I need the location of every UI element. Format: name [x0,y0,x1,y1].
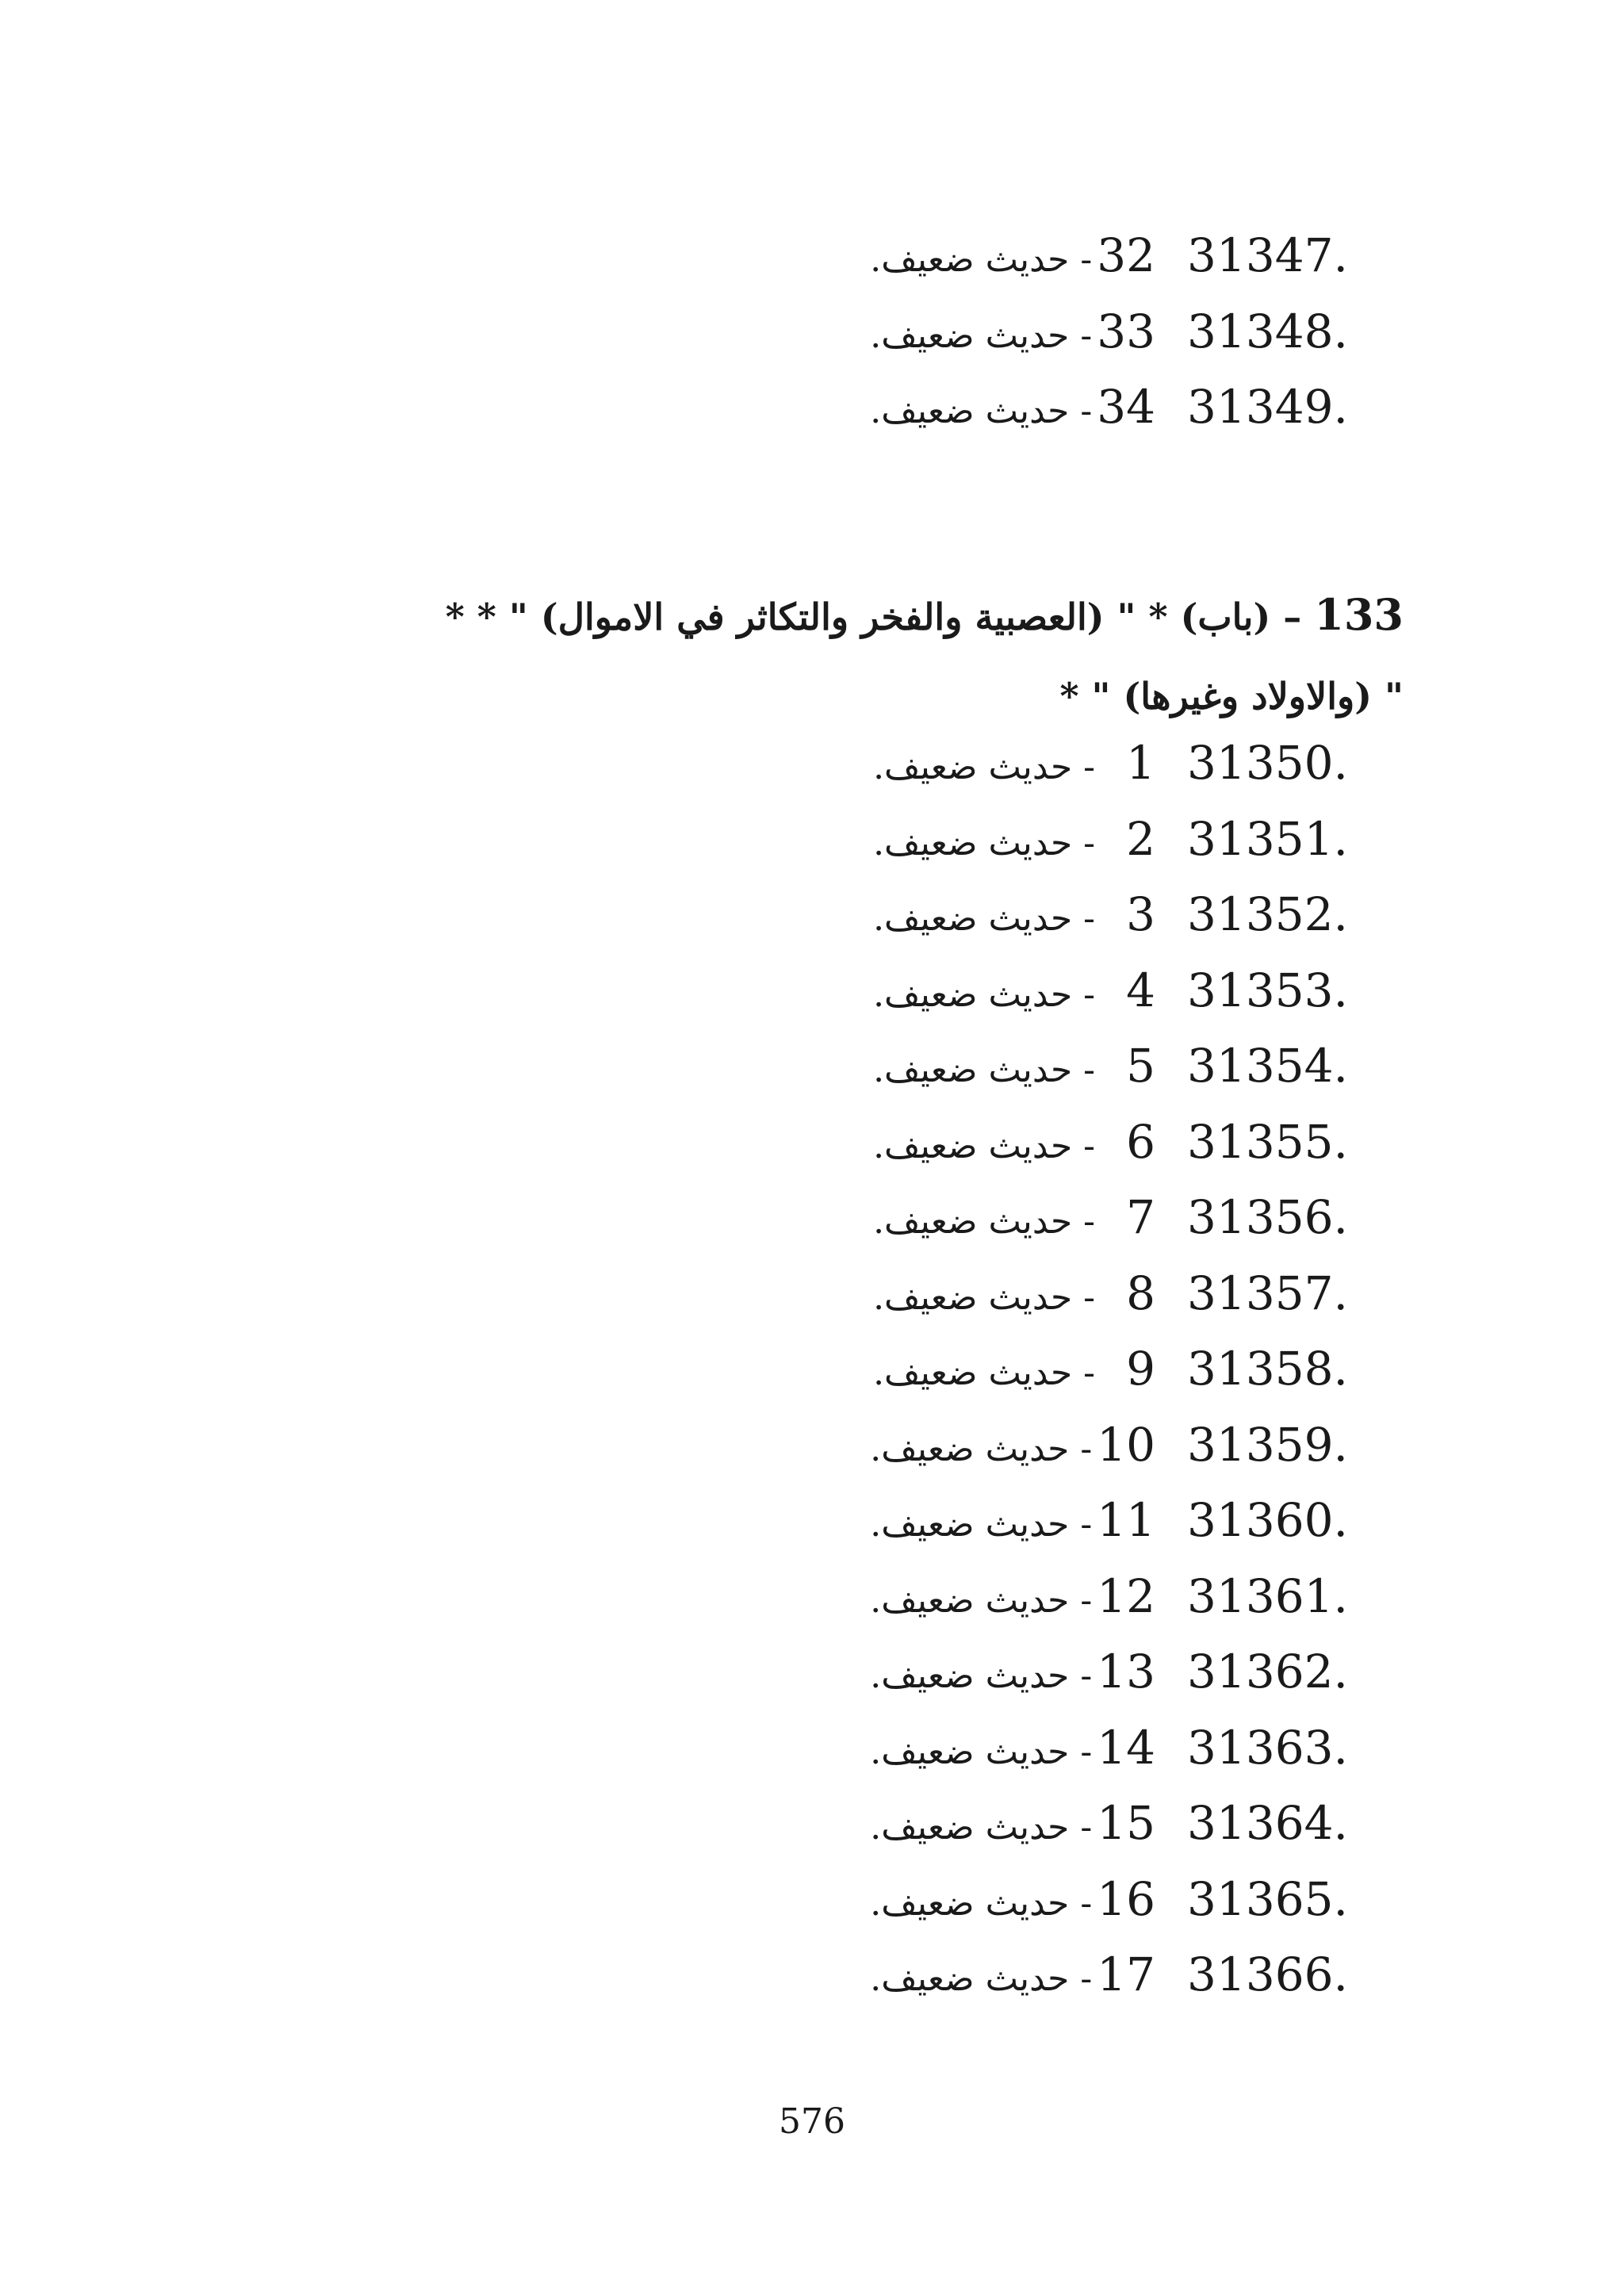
entry-list [634,736,1348,2024]
entry-text: - حديث ضعيف. [873,974,1096,1015]
list-item [634,736,1348,812]
entry-id: 31351. [1187,811,1348,866]
list-item [634,1493,1348,1569]
entry-text: - حديث ضعيف. [873,898,1096,939]
entry-id: 31357. [1187,1266,1348,1320]
entry-number: 6 [1126,1114,1156,1169]
entry-number: 7 [1126,1190,1156,1244]
section-number: 133 [1314,589,1404,640]
entry-id: 31356. [1187,1190,1348,1244]
entry-text: - حديث ضعيف. [873,747,1096,787]
list-item [634,380,1348,456]
entry-number: 17 [1097,1947,1156,2001]
list-item [634,228,1348,304]
list-item [634,1947,1348,2024]
entry-text: - حديث ضعيف. [873,1201,1096,1242]
entry-number: 2 [1126,811,1156,866]
entry-number: 13 [1097,1645,1156,1698]
entry-id: 31363. [1187,1720,1348,1775]
section-title-part-1: – (باب) * " (العصبية والفخر والتكاثر في الاموال) " * * [445,596,1302,638]
entry-text: - حديث ضعيف. [873,1125,1096,1166]
list-item [634,1190,1348,1266]
entry-id: 31364. [1187,1796,1348,1850]
entry-id: 31353. [1187,963,1348,1017]
list-item [634,1796,1348,1872]
entry-number: 4 [1126,963,1156,1017]
entry-number: 33 [1097,304,1156,358]
entry-number: 9 [1126,1342,1156,1396]
entry-text: - حديث ضعيف. [870,1731,1093,1772]
list-item [634,304,1348,381]
list-item [634,1266,1348,1342]
entry-id: 31358. [1187,1342,1348,1396]
page-number: 576 [779,2101,845,2142]
list-item [634,887,1348,963]
entry-id: 31350. [1187,736,1348,790]
entry-id: 31365. [1187,1871,1348,1926]
entry-text: - حديث ضعيف. [870,1428,1093,1469]
entry-text: - حديث ضعيف. [870,391,1093,431]
section-heading-line-1 [293,575,1404,657]
list-item [634,1342,1348,1418]
entry-text: - حديث ضعيف. [870,1656,1093,1696]
entry-id: 31352. [1187,887,1348,941]
entry-text: - حديث ضعيف. [873,1050,1096,1090]
entry-text: - حديث ضعيف. [873,1353,1096,1393]
entry-id: 31360. [1187,1493,1348,1547]
entry-text: - حديث ضعيف. [870,1580,1093,1621]
list-item [634,1721,1348,1797]
list-item [634,1645,1348,1721]
entry-number: 3 [1126,887,1156,941]
entry-id: 31355. [1187,1114,1348,1169]
entry-number: 10 [1097,1417,1156,1472]
entry-text: - حديث ضعيف. [870,1882,1093,1924]
entry-id: 31347. [1187,228,1348,282]
entry-id: 31348. [1187,304,1348,358]
entry-text: - حديث ضعيف. [870,1959,1093,1999]
section-title-part-2: " (والاولاد وغيرها) " * [1059,675,1404,718]
entry-text: - حديث ضعيف. [870,1504,1093,1545]
list-item [634,1115,1348,1191]
list-item [634,1418,1348,1494]
entry-number: 15 [1097,1796,1156,1850]
entry-id: 31349. [1187,380,1348,434]
entry-number: 12 [1097,1568,1156,1623]
entry-number: 16 [1097,1871,1156,1926]
entry-id: 31366. [1187,1947,1348,2001]
entry-number: 1 [1126,736,1156,790]
entry-text: - حديث ضعيف. [873,822,1096,864]
entry-number: 8 [1126,1266,1156,1320]
entry-number: 34 [1097,380,1156,434]
list-item [634,1569,1348,1645]
section-heading [293,575,1404,736]
entry-id: 31354. [1187,1039,1348,1093]
entry-number: 32 [1097,228,1156,282]
entry-text: - حديث ضعيف. [873,1277,1096,1318]
list-item [634,963,1348,1040]
entry-number: 11 [1097,1493,1156,1547]
entry-text: - حديث ضعيف. [870,1807,1093,1848]
list-item [634,1039,1348,1115]
entry-number: 5 [1126,1039,1156,1093]
entry-id: 31361. [1187,1568,1348,1623]
entry-text: - حديث ضعيف. [870,315,1093,356]
list-item [634,812,1348,888]
entry-id: 31359. [1187,1417,1348,1472]
entry-id: 31362. [1187,1645,1348,1698]
list-item [634,1872,1348,1948]
entry-text: - حديث ضعيف. [870,239,1093,280]
top-entry-list [634,228,1348,456]
entry-number: 14 [1097,1720,1156,1775]
